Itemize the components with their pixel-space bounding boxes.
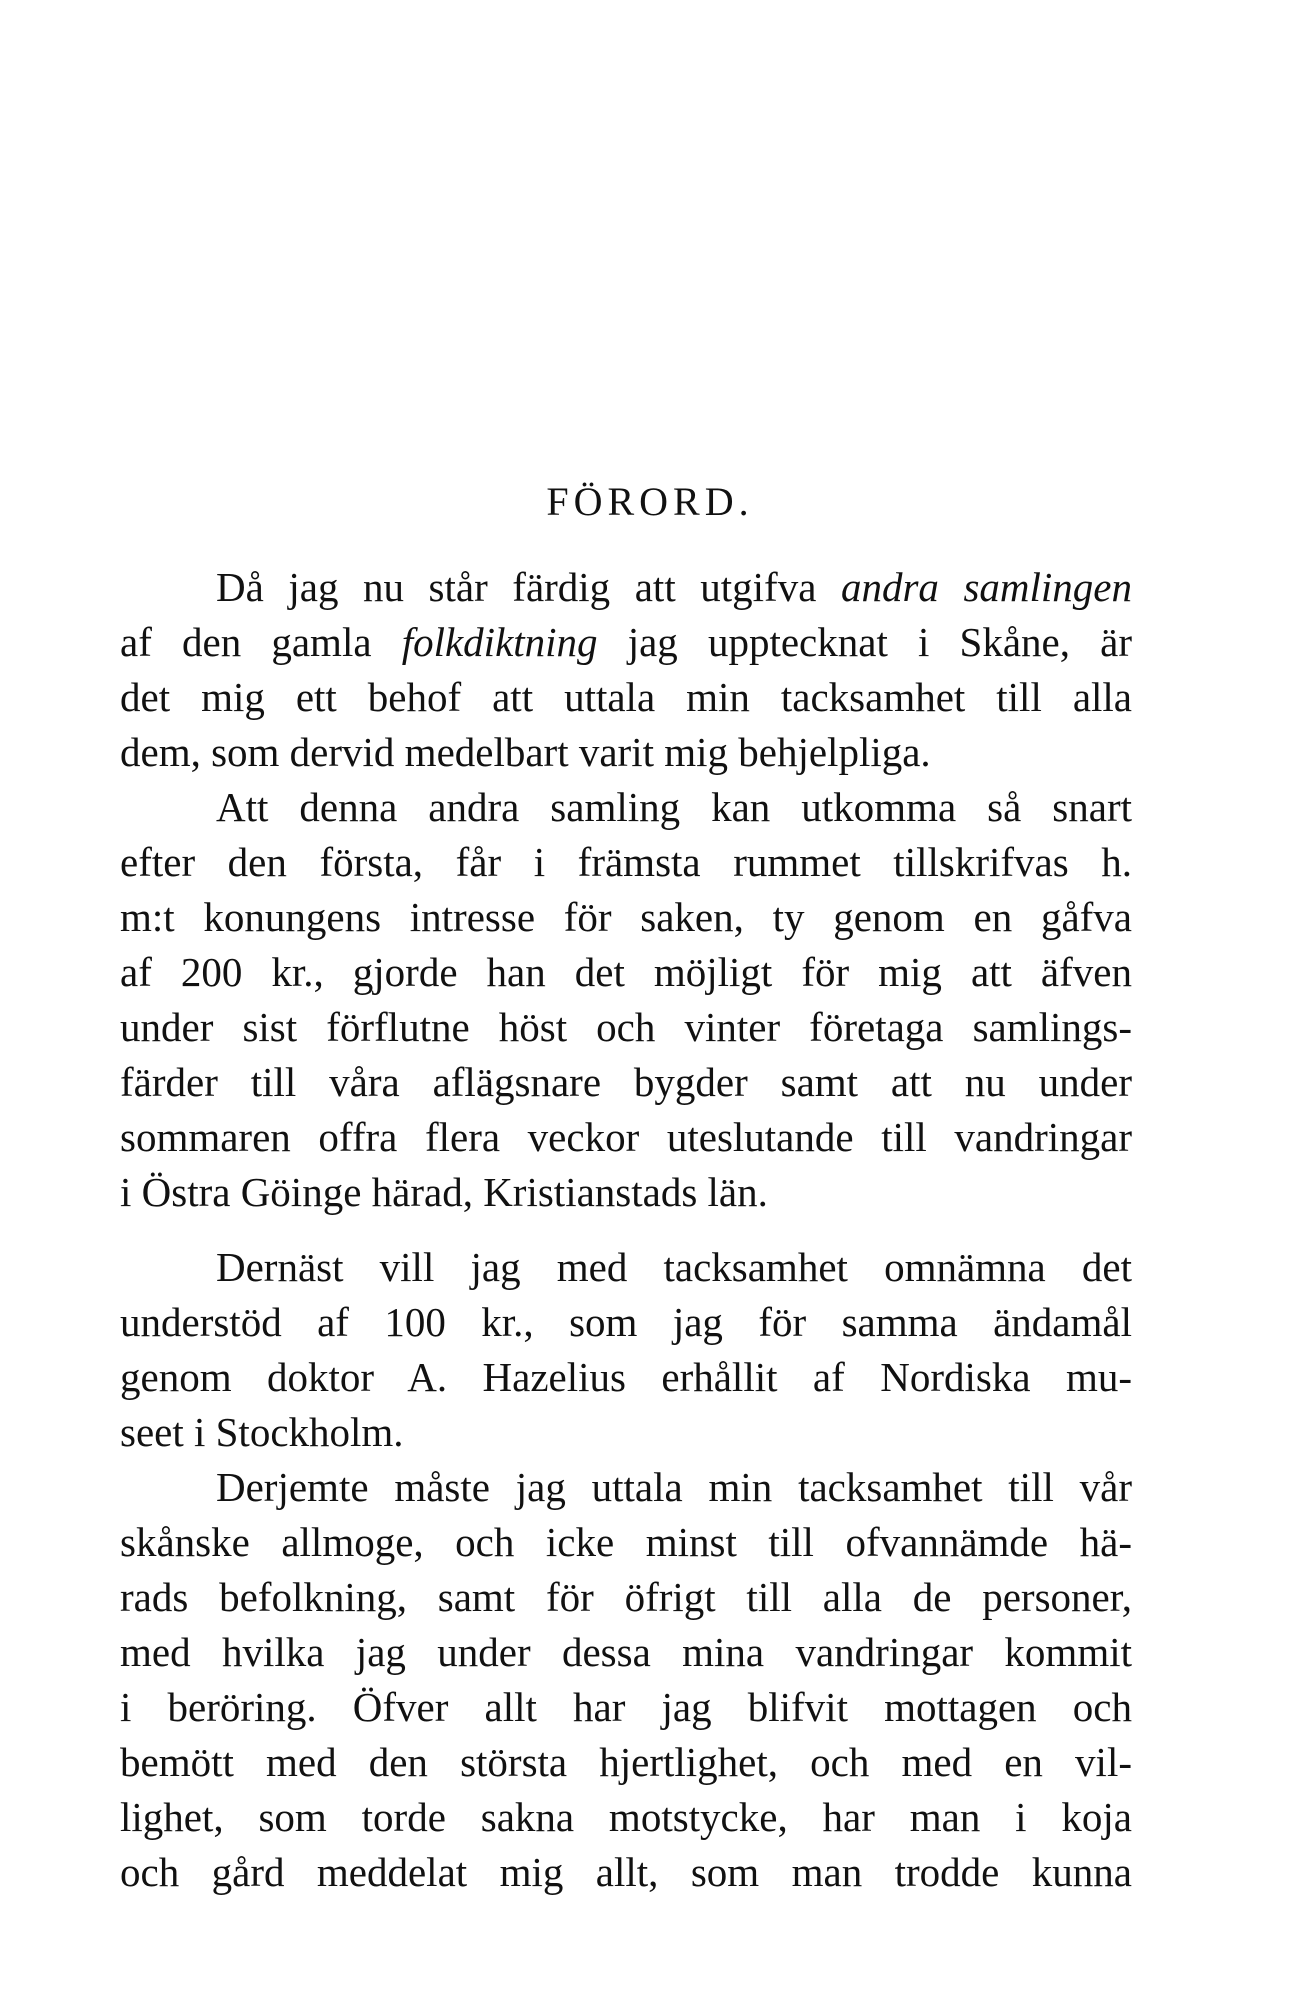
paragraph-2 <box>120 780 1132 1220</box>
text-line: färder till våra aflägsnare bygder samt att nu under <box>120 1059 1132 1105</box>
text-line: det mig ett behof att uttala min tacksamhet till alla <box>120 674 1132 720</box>
text-line: efter den första, får i främsta rummet tillskrifvas h. <box>120 839 1132 885</box>
text-line: i Östra Göinge härad, Kristianstads län. <box>120 1169 768 1215</box>
paragraph-3 <box>120 1240 1132 1460</box>
paragraph-4 <box>120 1460 1132 1900</box>
text-line: lighet, som torde sakna motstycke, har man i koja <box>120 1794 1132 1840</box>
paragraph-1 <box>120 560 1132 780</box>
text-line: bemött med den största hjertlighet, och med en vil- <box>120 1739 1132 1785</box>
text-line: i beröring. Öfver allt har jag blifvit mottagen och <box>120 1684 1132 1730</box>
text-line: med hvilka jag under dessa mina vandringar kommit <box>120 1629 1132 1675</box>
text-line: sommaren offra flera veckor uteslutande till vandringar <box>120 1114 1132 1160</box>
text-line: af den gamla folkdiktning jag upptecknat i Skåne, är <box>120 619 1132 665</box>
text-line: och gård meddelat mig allt, som man trodde kunna <box>120 1849 1132 1895</box>
text-line: seet i Stockholm. <box>120 1409 404 1455</box>
text-line: m:t konungens intresse för saken, ty genom en gåfva <box>120 894 1132 940</box>
text-line: understöd af 100 kr., som jag för samma ändamål <box>120 1299 1132 1345</box>
text-line: skånske allmoge, och icke minst till ofvannämde hä- <box>120 1519 1132 1565</box>
text-line: Derjemte måste jag uttala min tacksamhet till vår <box>216 1464 1132 1510</box>
text-line: under sist förflutne höst och vinter företaga samlings- <box>120 1004 1132 1050</box>
text-line: af 200 kr., gjorde han det möjligt för mig att äfven <box>120 949 1132 995</box>
text-line: genom doktor A. Hazelius erhållit af Nordiska mu- <box>120 1354 1132 1400</box>
page-heading: FÖRORD. <box>546 479 754 524</box>
text-line: rads befolkning, samt för öfrigt till alla de personer, <box>120 1574 1132 1620</box>
italic-text: folkdiktning <box>401 619 598 665</box>
italic-text: andra samlingen <box>840 564 1133 610</box>
text-line: dem, som dervid medelbart varit mig behjelpliga. <box>120 729 931 775</box>
text-line: Att denna andra samling kan utkomma så snart <box>216 784 1132 830</box>
text-line: Då jag nu står färdig att utgifva andra samlingen <box>216 564 1133 610</box>
text-line: Dernäst vill jag med tacksamhet omnämna det <box>216 1244 1132 1290</box>
